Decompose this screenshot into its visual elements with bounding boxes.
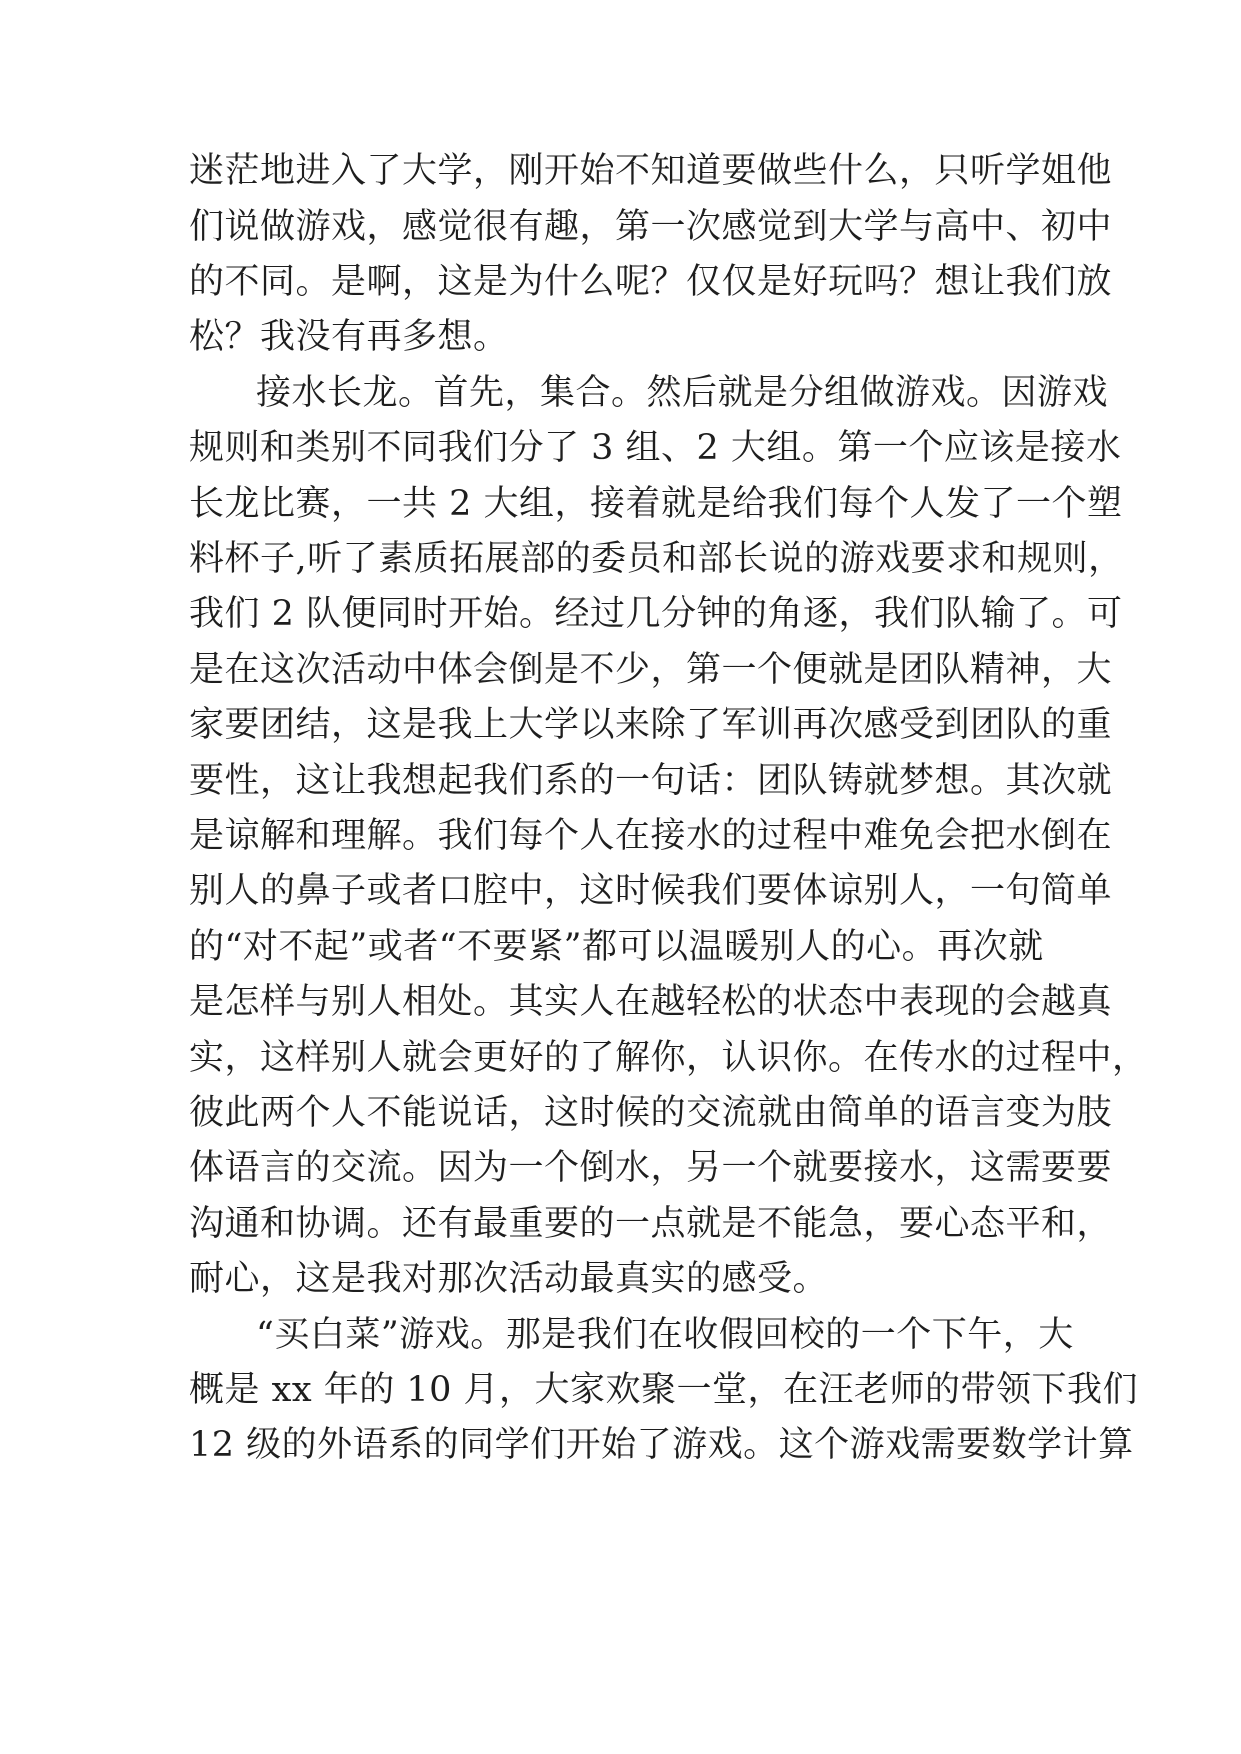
text-line: 体语言的交流。因为一个倒水，另一个就要接水，这需要要 xyxy=(189,1148,1113,1188)
text-line: 长龙比赛，一共 2 大组，接着就是给我们每个人发了一个塑 xyxy=(189,484,1123,524)
text-line: 沟通和协调。还有最重要的一点就是不能急，要心态平和， xyxy=(189,1204,1113,1244)
text-line: 规则和类别不同我们分了 3 组、2 大组。第一个应该是接水 xyxy=(189,428,1122,468)
text-line: 是谅解和理解。我们每个人在接水的过程中难免会把水倒在 xyxy=(189,816,1113,856)
text-line: 松？我没有再多想。 xyxy=(189,317,509,357)
paragraph-start-line: “买白菜”游戏。那是我们在收假回校的一个下午，大 xyxy=(256,1315,1074,1355)
text-line: 别人的鼻子或者口腔中，这时候我们要体谅别人，一句简单 xyxy=(189,871,1113,911)
text-line: 的不同。是啊，这是为什么呢？仅仅是好玩吗？想让我们放 xyxy=(189,262,1113,302)
text-line: 是在这次活动中体会倒是不少，第一个便就是团队精神，大 xyxy=(189,650,1113,690)
text-line: 概是 xx 年的 10 月，大家欢聚一堂，在汪老师的带领下我们 xyxy=(189,1370,1139,1410)
text-line: 迷茫地进入了大学，刚开始不知道要做些什么，只听学姐他 xyxy=(189,151,1113,191)
paragraph-start-line: 接水长龙。首先，集合。然后就是分组做游戏。因游戏 xyxy=(256,373,1109,413)
text-line: 要性，这让我想起我们系的一句话：团队铸就梦想。其次就 xyxy=(189,761,1113,801)
text-line: 12 级的外语系的同学们开始了游戏。这个游戏需要数学计算 xyxy=(189,1425,1134,1465)
text-line: 实，这样别人就会更好的了解你，认识你。在传水的过程中， xyxy=(189,1038,1148,1078)
text-line: 料杯子,听了素质拓展部的委员和部长说的游戏要求和规则， xyxy=(189,539,1124,579)
text-line: 彼此两个人不能说话，这时候的交流就由简单的语言变为肢 xyxy=(189,1093,1113,1133)
text-line: 家要团结，这是我上大学以来除了军训再次感受到团队的重 xyxy=(189,705,1113,745)
text-line: 的“对不起”或者“不要紧”都可以温暖别人的心。再次就 xyxy=(189,927,1044,967)
text-line: 们说做游戏，感觉很有趣，第一次感觉到大学与高中、初中 xyxy=(189,207,1113,247)
text-line: 耐心，这是我对那次活动最真实的感受。 xyxy=(189,1259,829,1299)
text-line: 是怎样与别人相处。其实人在越轻松的状态中表现的会越真 xyxy=(189,982,1113,1022)
text-line: 我们 2 队便同时开始。经过几分钟的角逐，我们队输了。可 xyxy=(189,594,1123,634)
